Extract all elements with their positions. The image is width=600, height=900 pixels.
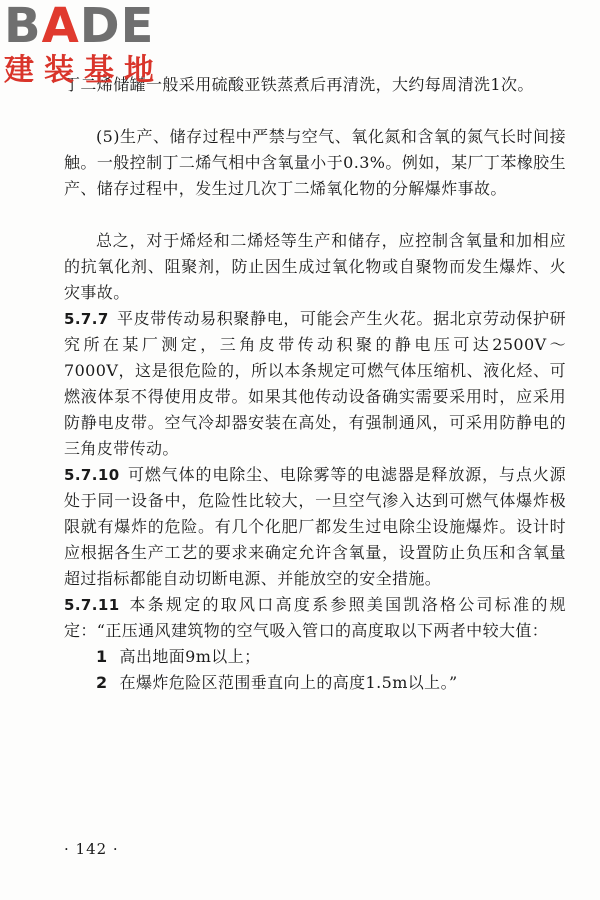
list-item-text: 在爆炸危险区范围垂直向上的高度1.5m以上。” bbox=[119, 673, 458, 692]
logo-brand bbox=[4, 0, 174, 54]
paragraph-item-5: (5)生产、储存过程中严禁与空气、氧化氮和含氧的氮气长时间接触。一般控制丁二烯气相中含氧量小于0.3%。例如，某厂丁苯橡胶生产、储存过程中，发生过几次丁二烯氧化物的分解爆炸事故。 bbox=[64, 127, 566, 198]
clause-text: 本条规定的取风口高度系参照美国凯洛格公司标准的规定：“正压通风建筑物的空气吸入管口的高度取以下两者中较大值： bbox=[64, 595, 566, 640]
logo-letter-a: A bbox=[41, 0, 80, 54]
clause-number: 5.7.11 bbox=[64, 596, 120, 614]
clause-5-7-7 bbox=[64, 306, 566, 462]
list-item-number: 1 bbox=[96, 647, 108, 666]
clause-5-7-10 bbox=[64, 462, 566, 592]
list-item bbox=[64, 644, 566, 670]
page-number: · 142 · bbox=[64, 840, 119, 858]
logo-letter-b: B bbox=[4, 0, 42, 54]
watermark-logo bbox=[4, 2, 174, 97]
clause-text: 可燃气体的电除尘、电除雾等的电滤器是释放源，与点火源处于同一设备中，危险性比较大，一旦空气渗入达到可燃气体爆炸极限就有爆炸的危险。有几个化肥厂都发生过电除尘设施爆炸。设计时应根据各生产工艺的要求来确定允许含氧量，设置防止负压和含氧量超过指标都能自动切断电源、并能放空的安全措施。 bbox=[64, 465, 566, 588]
list-item-text: 高出地面9m以上； bbox=[119, 647, 261, 666]
list-item bbox=[64, 670, 566, 696]
logo-letters-de: DE bbox=[79, 0, 155, 54]
clause-number: 5.7.10 bbox=[64, 466, 120, 484]
list-item-number: 2 bbox=[96, 673, 108, 692]
paragraph-summary: 总之，对于烯烃和二烯烃等生产和储存，应控制含氧量和加相应的抗氧化剂、阻聚剂，防止因生成过氧化物或自聚物而发生爆炸、火灾事故。 bbox=[64, 231, 566, 302]
clause-number: 5.7.7 bbox=[64, 310, 109, 328]
clause-text: 平皮带传动易积聚静电，可能会产生火花。据北京劳动保护研究所在某厂测定，三角皮带传动积聚的静电压可达2500V～7000V，这是很危险的，所以本条规定可燃气体压缩机、液化烃、可燃液体泵不得使用皮带。如果其他传动设备确实需要采用时，应采用防静电皮带。空气冷却器安装在高处，有强制通风，可采用防静电的三角皮带传动。 bbox=[64, 309, 566, 458]
logo-subtitle: 建装基地 bbox=[4, 53, 164, 88]
paragraph-continuation: 丁二烯储罐一般采用硫酸亚铁蒸煮后再清洗，大约每周清洗1次。 bbox=[64, 75, 534, 94]
clause-5-7-11 bbox=[64, 592, 566, 644]
